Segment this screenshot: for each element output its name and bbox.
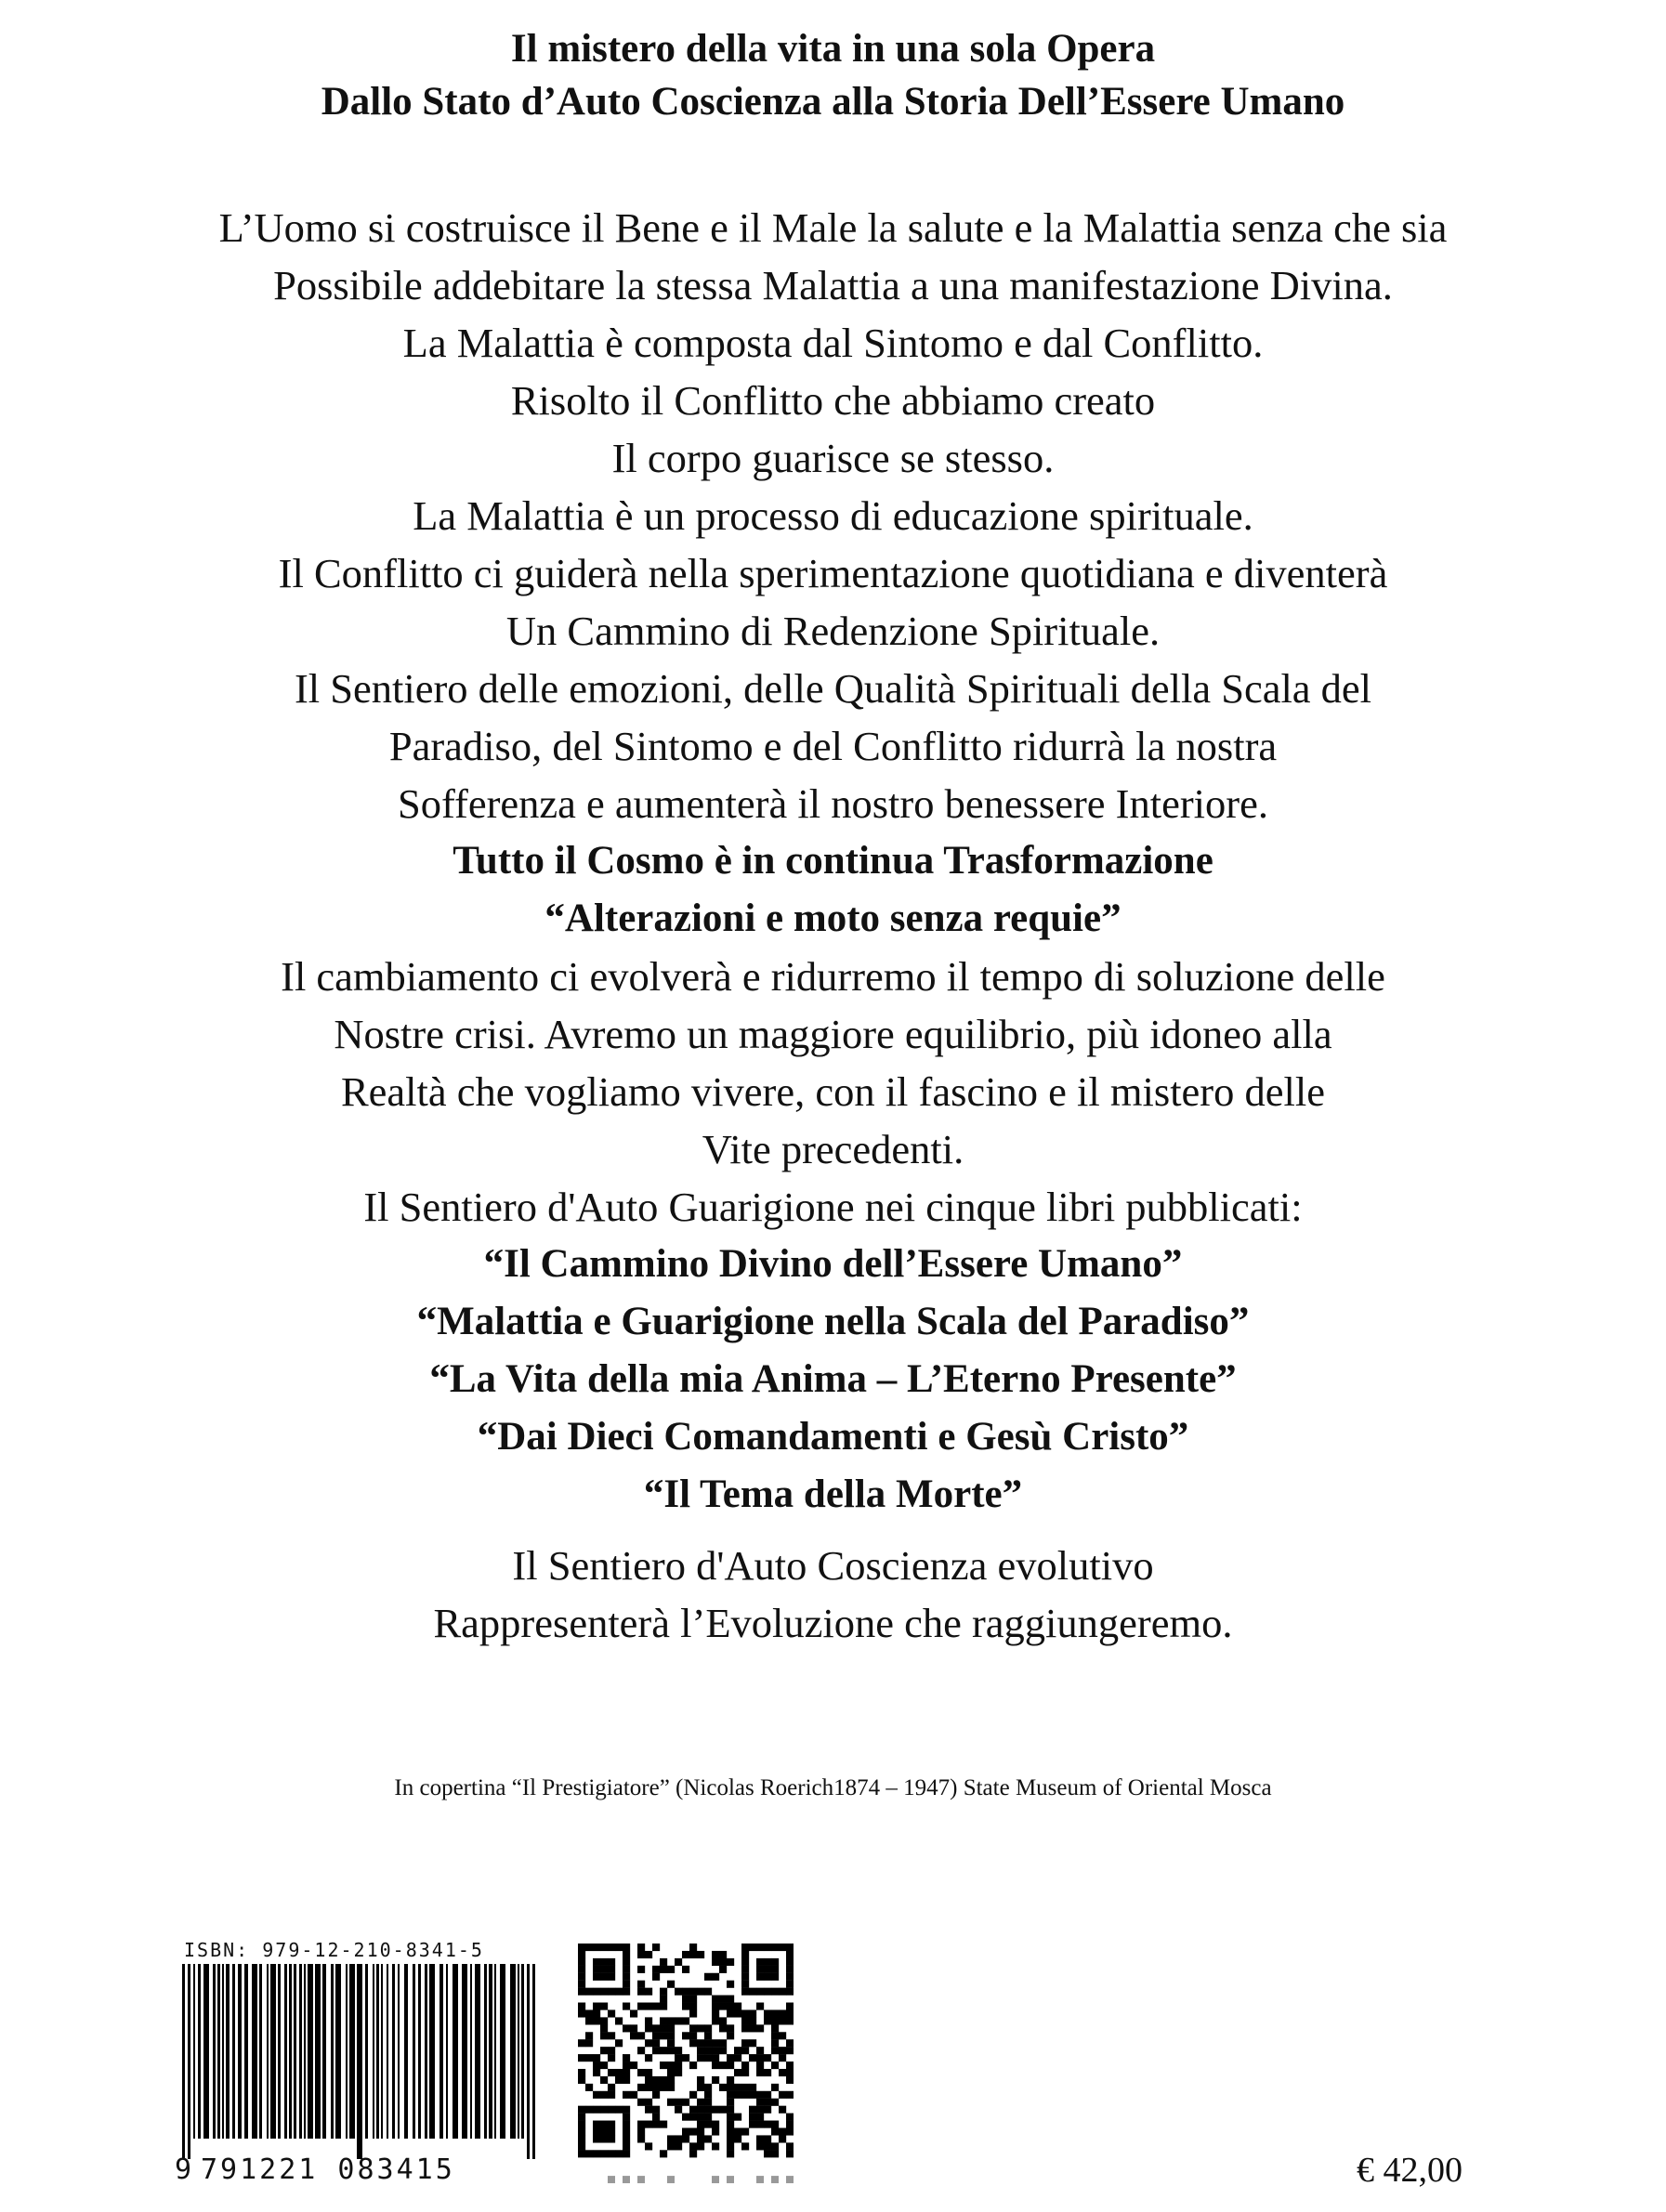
header: [0, 22, 1666, 128]
description-line: Il corpo guarisce se stesso.: [611, 435, 1055, 481]
spacer: [56, 1524, 1610, 1537]
description-line: L’Uomo si costruisce il Bene e il Male la salute e la Malattia senza che sia: [218, 204, 1448, 251]
book-title: “Il Tema della Morte”: [643, 1472, 1023, 1516]
qr-code-icon: [578, 1944, 794, 2187]
price: € 42,00: [1357, 2151, 1463, 2190]
description-line: Possibile addebitare la stessa Malattia a una manifestazione Divina.: [273, 262, 1393, 308]
description-line: La Malattia è un processo di educazione spirituale.: [413, 492, 1253, 539]
barcode-digits-rest: 791221 083415: [201, 2153, 455, 2186]
closing-line: Rappresenterà l’Evoluzione che raggiungeremo.: [433, 1600, 1233, 1646]
barcode-icon: [182, 1964, 535, 2159]
book-title: “Malattia e Guarigione nella Scala del Paradiso”: [416, 1300, 1250, 1343]
cover-credit: In copertina “Il Prestigiatore” (Nicolas Roerich1874 – 1947) State Museum of Oriental Mosca: [394, 1775, 1272, 1800]
description-line: Realtà che vogliamo vivere, con il fascino e il mistero delle: [341, 1068, 1325, 1115]
isbn-label: ISBN: 979-12-210-8341-5: [184, 1939, 484, 1961]
book-title: “Dai Dieci Comandamenti e Gesù Cristo”: [477, 1415, 1189, 1459]
description-line: Risolto il Conflitto che abbiamo creato: [510, 377, 1156, 424]
book-title: “La Vita della mia Anima – L’Eterno Presente”: [429, 1357, 1237, 1401]
description: [56, 199, 1610, 1652]
subtitle: Dallo Stato d’Auto Coscienza alla Storia Dell’Essere Umano: [321, 80, 1345, 124]
book-title: “Il Cammino Divino dell’Essere Umano”: [483, 1242, 1183, 1286]
description-line: Il cambiamento ci evolverà e ridurremo il tempo di soluzione delle: [281, 953, 1385, 1000]
description-line: Sofferenza e aumenterà il nostro benessere Interiore.: [398, 780, 1268, 827]
highlight-line: “Alterazioni e moto senza requie”: [544, 897, 1122, 940]
description-line: Vite precedenti.: [702, 1126, 964, 1172]
description-line: Il Sentiero d'Auto Guarigione nei cinque libri pubblicati:: [363, 1184, 1303, 1230]
description-line: La Malattia è composta dal Sintomo e dal Conflitto.: [402, 320, 1264, 366]
description-line: Un Cammino di Redenzione Spirituale.: [505, 608, 1161, 654]
description-line: Il Conflitto ci guiderà nella sperimentazione quotidiana e diventerà: [278, 550, 1388, 596]
barcode-digit-first: 9: [175, 2153, 192, 2186]
title: Il mistero della vita in una sola Opera: [510, 27, 1156, 71]
closing-line: Il Sentiero d'Auto Coscienza evolutivo: [512, 1542, 1154, 1589]
highlight-line: Tutto il Cosmo è in continua Trasformazione: [453, 839, 1213, 883]
description-line: Il Sentiero delle emozioni, delle Qualità Spirituali della Scala del: [294, 665, 1372, 712]
description-line: Paradiso, del Sintomo e del Conflitto ridurrà la nostra: [388, 723, 1278, 769]
description-line: Nostre crisi. Avremo un maggiore equilibrio, più idoneo alla: [334, 1011, 1332, 1057]
